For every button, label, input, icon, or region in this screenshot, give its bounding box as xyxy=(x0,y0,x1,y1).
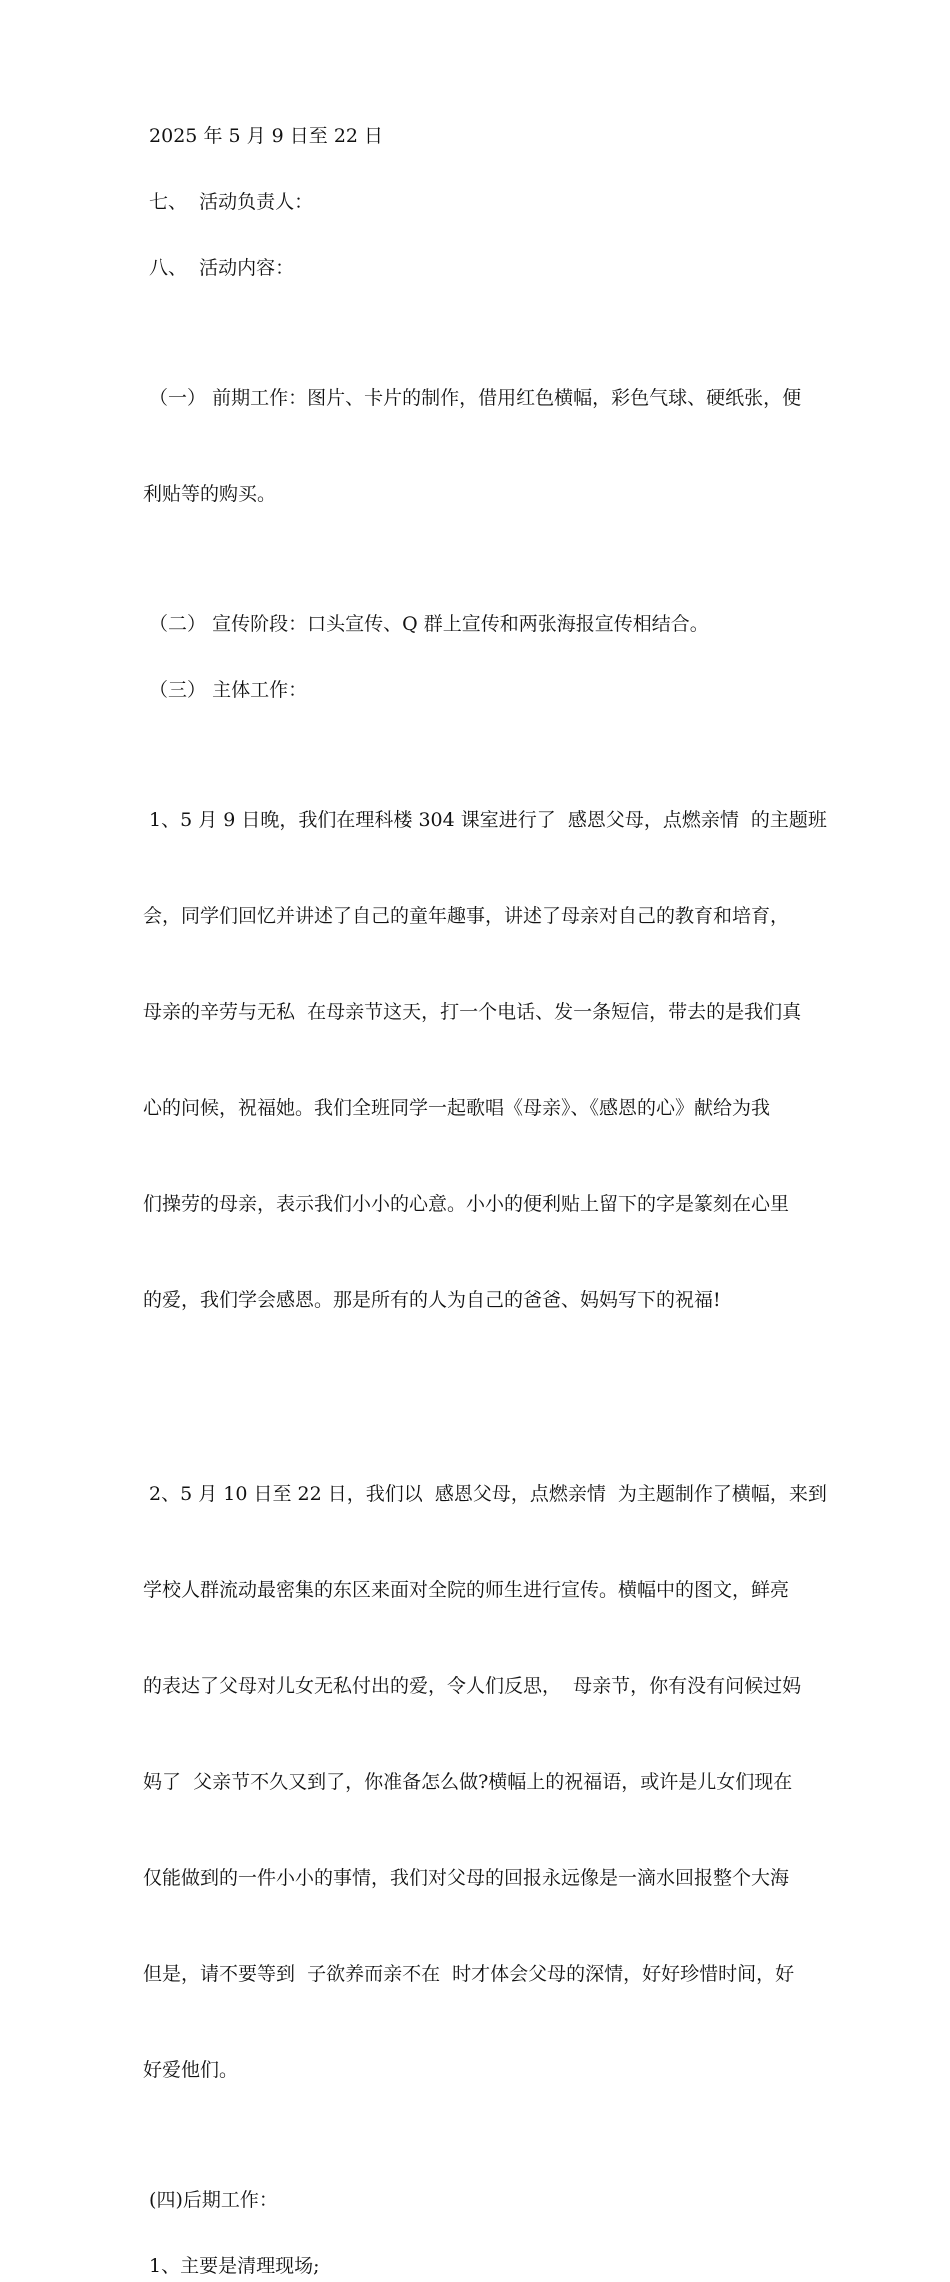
item-2-paragraph: （二） 宣传阶段：口头宣传、Q 群上宣传和两张海报宣传相结合。 xyxy=(143,613,709,635)
text-line: 仅能做到的一件小小的事情，我们对父母的回报永远像是一滴水回报整个大海 xyxy=(143,1867,790,1889)
item-3-heading: （三） 主体工作： xyxy=(143,679,308,701)
text-line: 心的问候，祝福她。我们全班同学一起歌唱《母亲》、《感恩的心》献给为我 xyxy=(143,1097,771,1119)
item-4-heading: (四)后期工作： xyxy=(143,2189,278,2211)
text-line: 妈了 父亲节不久又到了，你准备怎么做?横幅上的祝福语，或许是儿女们现在 xyxy=(143,1771,793,1793)
text-line: 1、5 月 9 日晚，我们在理科楼 304 课室进行了 感恩父母，点燃亲情 的主题班 xyxy=(143,809,827,831)
text-line: 但是，请不要等到 子欲养而亲不在 时才体会父母的深情，好好珍惜时间，好 xyxy=(143,1963,795,1985)
text-line: 的爱，我们学会感恩。那是所有的人为自己的爸爸、妈妈写下的祝福! xyxy=(143,1289,721,1311)
sub-item-1: 1、主要是清理现场; xyxy=(143,2255,320,2277)
text-line: 好爱他们。 xyxy=(143,2059,239,2081)
body-paragraph-1 xyxy=(143,740,827,1380)
date-range: 2025 年 5 月 9 日至 22 日 xyxy=(143,125,384,147)
text-line: 2、5 月 10 日至 22 日，我们以 感恩父母，点燃亲情 为主题制作了横幅，来到 xyxy=(143,1483,827,1505)
body-paragraph-2 xyxy=(143,1414,827,2150)
text-line: 学校人群流动最密集的东区来面对全院的师生进行宣传。横幅中的图文，鲜亮 xyxy=(143,1579,790,1601)
text-line: 母亲的辛劳与无私 在母亲节这天，打一个电话、发一条短信，带去的是我们真 xyxy=(143,1001,802,1023)
section-7-heading: 七、 活动负责人： xyxy=(143,191,314,213)
item-1-paragraph xyxy=(143,318,810,574)
text-line: 的表达了父母对儿女无私付出的爱，令人们反思， 母亲节，你有没有问候过妈 xyxy=(143,1675,802,1697)
text-line: （一） 前期工作：图片、卡片的制作，借用红色横幅，彩色气球、硬纸张，便 xyxy=(143,387,802,409)
text-line: 利贴等的购买。 xyxy=(143,483,277,505)
section-8-heading: 八、 活动内容： xyxy=(143,257,295,279)
text-line: 们操劳的母亲，表示我们小小的心意。小小的便利贴上留下的字是篆刻在心里 xyxy=(143,1193,790,1215)
text-line: 会，同学们回忆并讲述了自己的童年趣事，讲述了母亲对自己的教育和培育， xyxy=(143,905,790,927)
